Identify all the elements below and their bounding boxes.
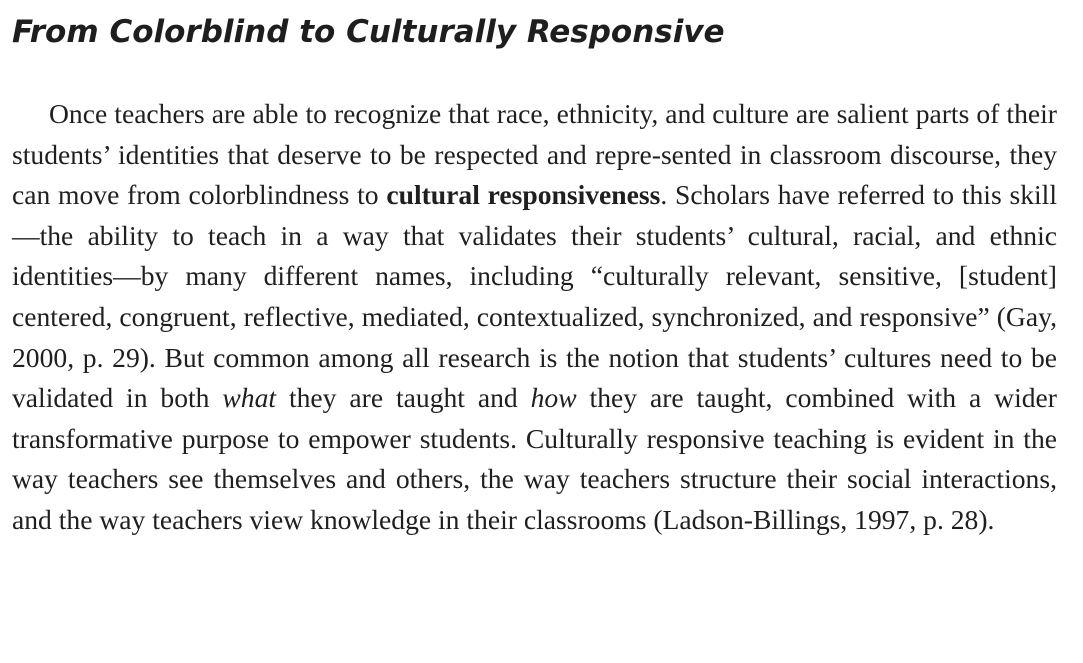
key-term: cultural responsiveness — [386, 179, 661, 211]
paragraph-text-2: . Scholars have referred to this skill—the ability to teach in a way that validates their students’ cultural, racial, and ethnic identities—by many different names, including “culturally relevant, sensitive, [student] centered, congruent, reflective, mediated, contextualized, synchronized, and responsive” (Gay, 2000, p. 29). But common among all research is the notion that students’ cultures need to be validated in both — [12, 179, 1057, 414]
paragraph-text-1: Once teachers are able to recognize that race, ethnicity, and culture are salient parts of their students’ identities that deserve to be respected and repre-sented in classroom discourse, they can move from colorblindness to — [12, 98, 1057, 211]
paragraph-text-4: they are taught, combined with a wider transformative purpose to empower students. Culturally responsive teaching is evident in the way teachers see themselves and others, the way teachers structure their social interactions, and the way teachers view knowledge in their classrooms (Ladson-Billings, 1997, p. 28). — [12, 382, 1057, 535]
emphasis-what: what — [222, 382, 277, 414]
section-heading: From Colorblind to Culturally Responsive — [12, 14, 725, 50]
body-paragraph — [12, 94, 1057, 541]
paragraph-text-3: they are taught and — [276, 382, 531, 414]
emphasis-how: how — [530, 382, 577, 414]
